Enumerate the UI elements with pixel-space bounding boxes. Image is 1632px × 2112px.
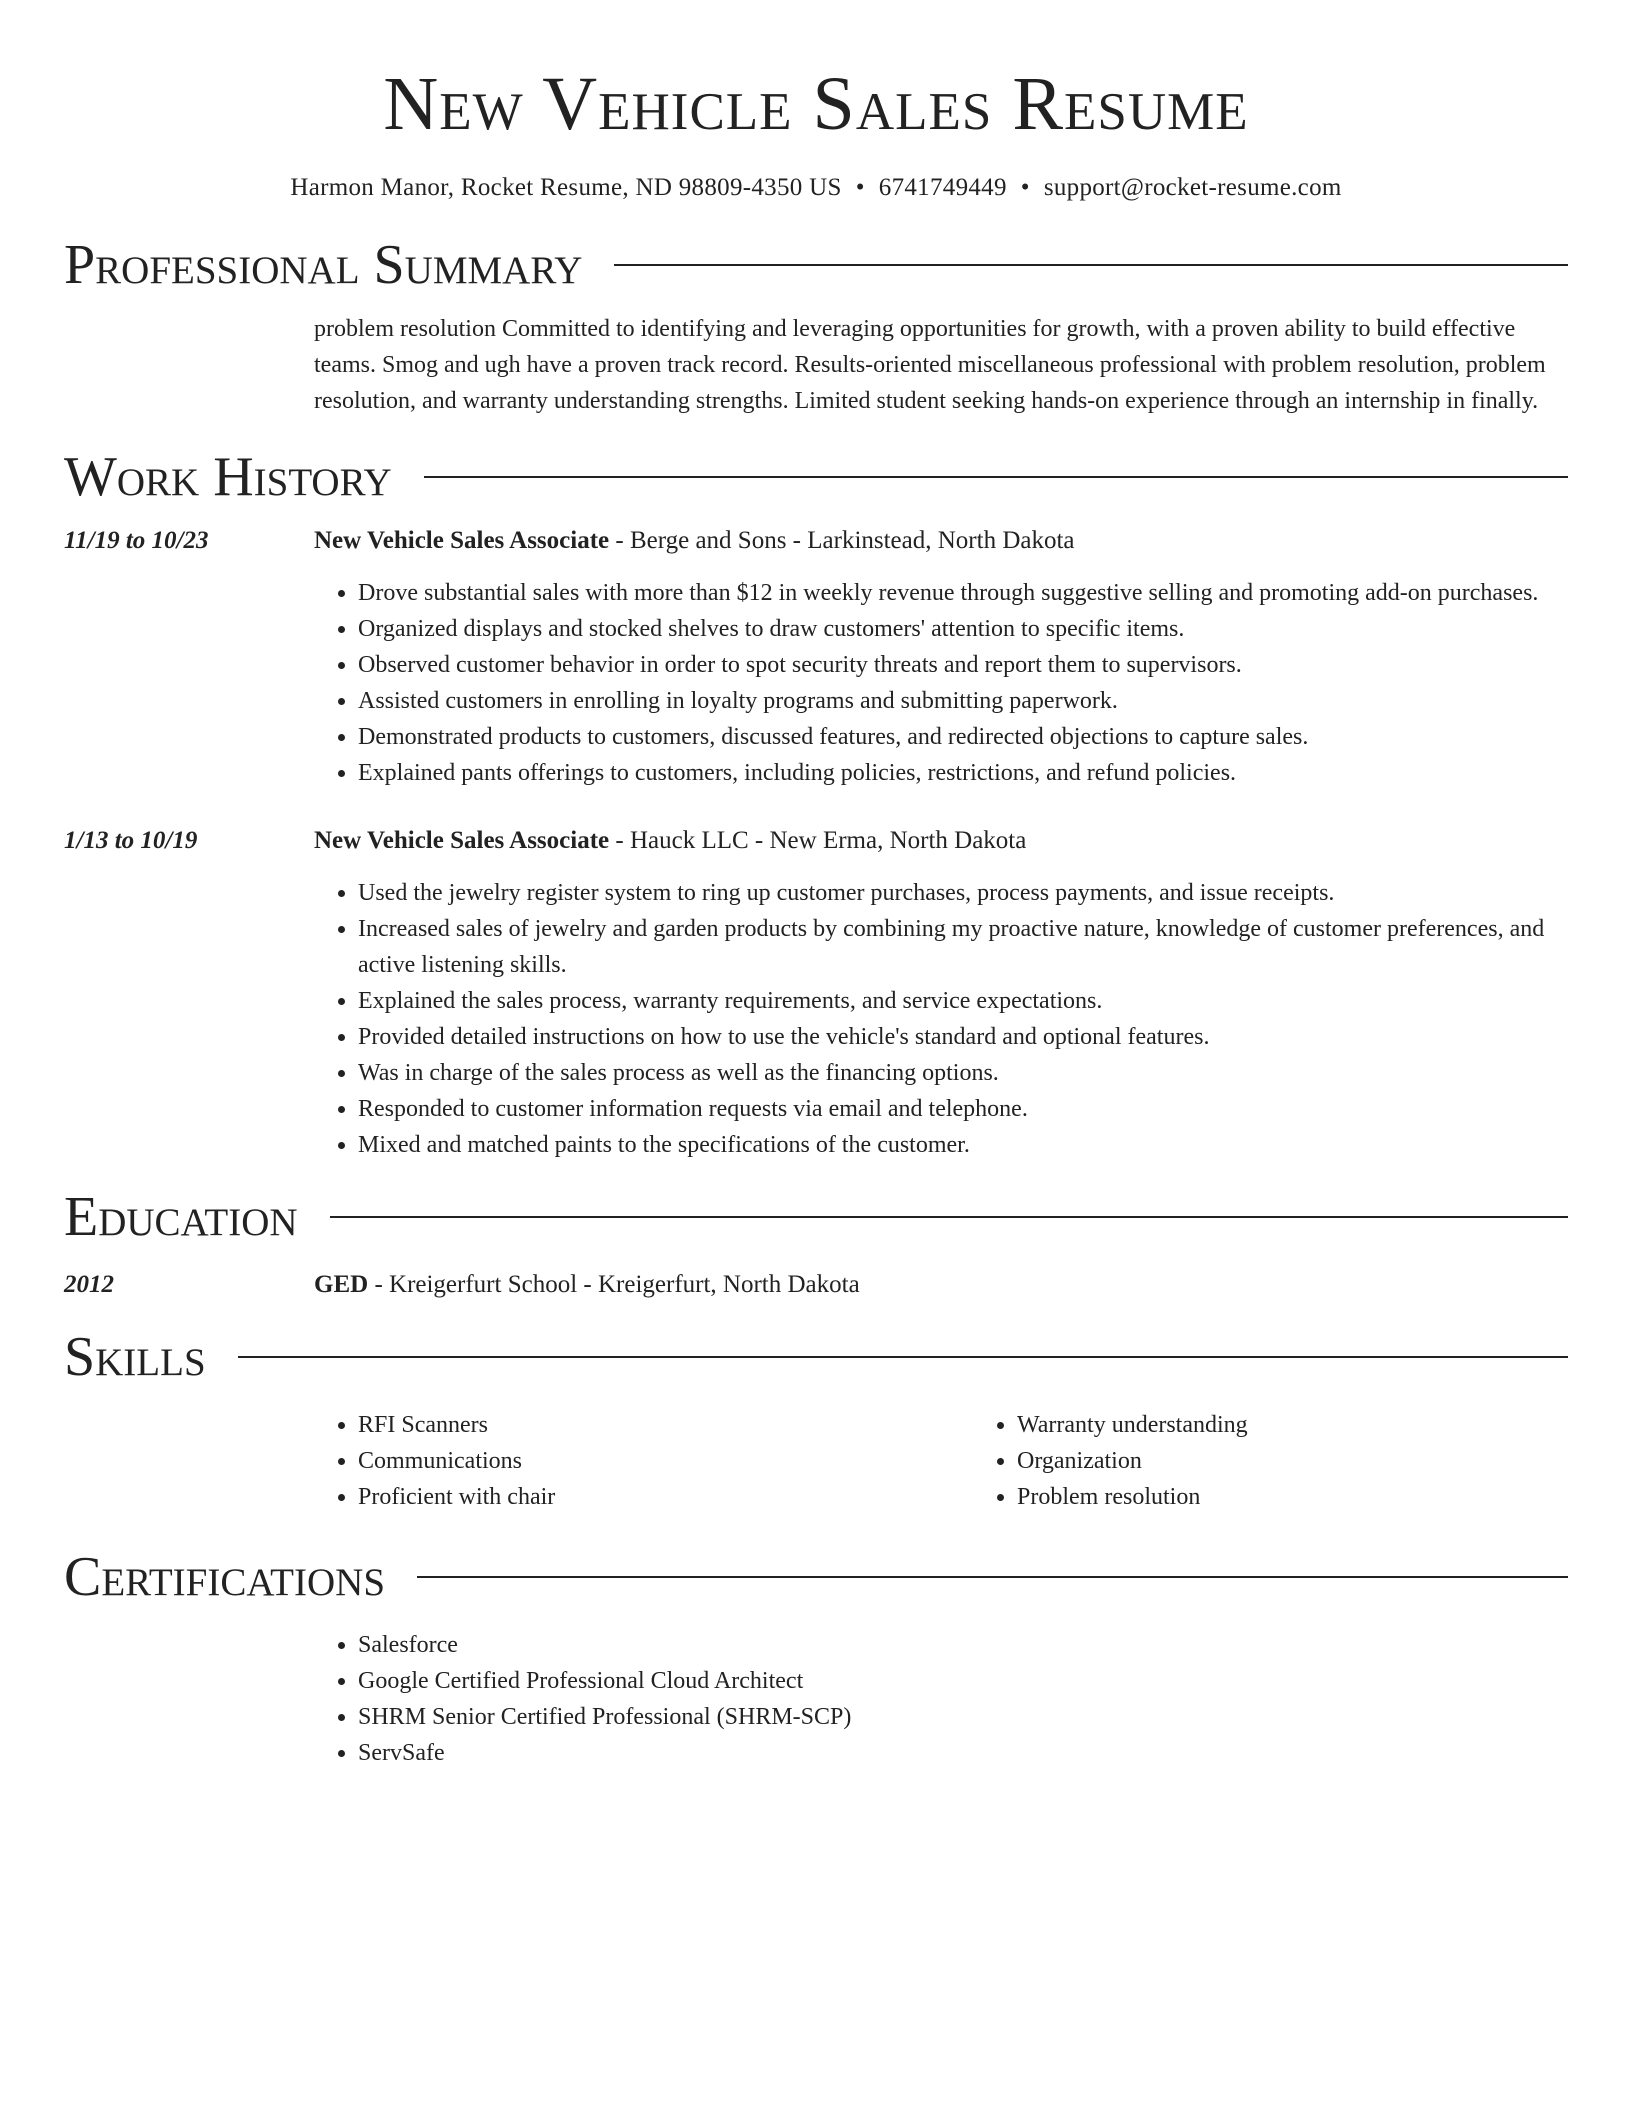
skills-list-left [314, 1407, 973, 1515]
list-item: • Problem resolution [1017, 1479, 1568, 1515]
contact-email: support@rocket-resume.com [1043, 174, 1342, 201]
list-item: • Warranty understanding [1017, 1407, 1568, 1443]
list-item: • Mixed and matched paints to the specifications of the customer. [358, 1127, 1568, 1163]
resume-title: New Vehicle Sales Resume [383, 62, 1249, 146]
list-item: • Demonstrated products to customers, discussed features, and redirected objections to capture sales. [358, 719, 1568, 755]
job-heading [314, 823, 1568, 859]
job-bullets [314, 875, 1568, 1163]
job-title: New Vehicle Sales Associate [314, 827, 610, 854]
list-item: • Assisted customers in enrolling in loyalty programs and submitting paperwork. [358, 683, 1568, 719]
job-entry [64, 523, 1568, 791]
list-item: • Organized displays and stocked shelves to draw customers' attention to specific items. [358, 611, 1568, 647]
job-dates: 11/19 to 10/23 [64, 527, 209, 554]
job-entry [64, 823, 1568, 1163]
certifications-heading: Certifications [64, 1546, 386, 1608]
summary-section-header [64, 231, 1568, 299]
section-divider [417, 1576, 1568, 1578]
contact-phone: 6741749449 [878, 174, 1007, 201]
work-section-header [64, 443, 1568, 511]
list-item: • Drove substantial sales with more than $12 in weekly revenue through suggestive selling and promoting add-on purchases. [358, 575, 1568, 611]
section-divider [238, 1356, 1568, 1358]
job-heading [314, 523, 1568, 559]
section-divider [424, 476, 1568, 478]
skills-grid [314, 1407, 1568, 1515]
list-item: • Salesforce [358, 1627, 1568, 1663]
list-item: • Used the jewelry register system to ring up customer purchases, process payments, and issue receipts. [358, 875, 1568, 911]
list-item: • Explained pants offerings to customers, including policies, restrictions, and refund policies. [358, 755, 1568, 791]
list-item: • Google Certified Professional Cloud Architect [358, 1663, 1568, 1699]
list-item: • SHRM Senior Certified Professional (SHRM-SCP) [358, 1699, 1568, 1735]
contact-line [64, 170, 1568, 206]
certifications-body [314, 1627, 1568, 1771]
certifications-row [64, 1627, 1568, 1771]
certifications-list [314, 1627, 1568, 1771]
job-dates: 1/13 to 10/19 [64, 827, 198, 854]
list-item: • ServSafe [358, 1735, 1568, 1771]
job-title: New Vehicle Sales Associate [314, 527, 610, 554]
list-item: • Increased sales of jewelry and garden products by combining my proactive nature, knowledge of customer preferences, and active listening skills. [358, 911, 1568, 983]
job-body [314, 523, 1568, 791]
education-body [314, 1267, 1568, 1303]
list-item: • Explained the sales process, warranty requirements, and service expectations. [358, 983, 1568, 1019]
education-entry [64, 1267, 1568, 1303]
education-degree: GED [314, 1271, 369, 1298]
contact-address: Harmon Manor, Rocket Resume, ND 98809-4350 US [290, 174, 842, 201]
education-details: - Kreigerfurt School - Kreigerfurt, North Dakota [368, 1271, 860, 1298]
list-item: • Responded to customer information requests via email and telephone. [358, 1091, 1568, 1127]
section-divider [614, 264, 1568, 266]
skills-section-header [64, 1323, 1568, 1391]
education-section-header [64, 1183, 1568, 1251]
skills-row [64, 1407, 1568, 1515]
work-heading: Work History [64, 446, 392, 508]
skills-list-right [973, 1407, 1568, 1515]
section-divider [330, 1216, 1568, 1218]
list-item: • Observed customer behavior in order to spot security threats and report them to supervisors. [358, 647, 1568, 683]
job-bullets [314, 575, 1568, 791]
list-item: • Provided detailed instructions on how to use the vehicle's standard and optional features. [358, 1019, 1568, 1055]
list-item: • Was in charge of the sales process as well as the financing options. [358, 1055, 1568, 1091]
summary-text: problem resolution Committed to identifying and leveraging opportunities for growth, with a proven ability to build effective teams. Smog and ugh have a proven track record. Results-oriented miscellaneous professional with problem resolution, problem resolution, and warranty understanding strengths. Limited student seeking hands-on experience through an internship in finally. [314, 316, 1546, 414]
skills-heading: Skills [64, 1326, 206, 1388]
education-heading: Education [64, 1186, 298, 1248]
summary-heading: Professional Summary [64, 234, 583, 296]
job-body [314, 823, 1568, 1163]
summary-row [64, 311, 1568, 419]
list-item: • Proficient with chair [358, 1479, 973, 1515]
list-item: • Organization [1017, 1443, 1568, 1479]
education-year: 2012 [64, 1271, 114, 1298]
list-item: • RFI Scanners [358, 1407, 973, 1443]
certifications-section-header [64, 1543, 1568, 1611]
list-item: • Communications [358, 1443, 973, 1479]
job-details: - Berge and Sons - Larkinstead, North Dakota [609, 527, 1075, 554]
contact-separator: • [855, 174, 865, 201]
job-details: - Hauck LLC - New Erma, North Dakota [609, 827, 1027, 854]
contact-separator: • [1020, 174, 1030, 201]
